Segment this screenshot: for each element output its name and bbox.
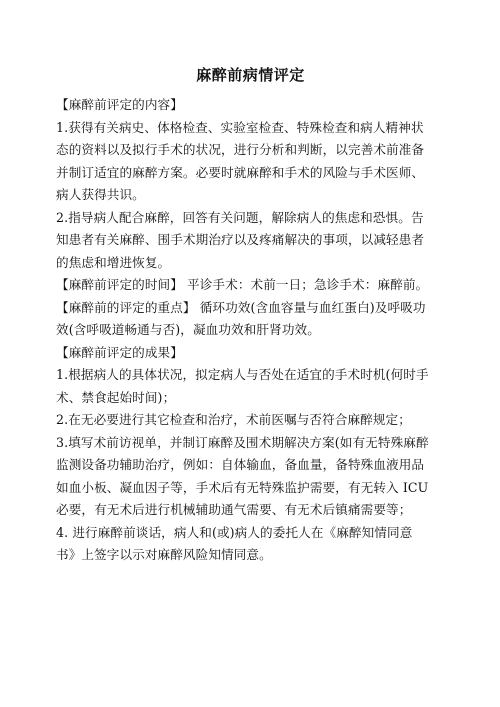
paragraph-line: 的焦虑和增进恢复。 [56, 254, 171, 270]
section-heading-results: 【麻醉前评定的成果】 [56, 344, 183, 360]
section-heading-focus: 【麻醉前的评定的重点】 循环功效(含血容量与血红蛋白)及呼吸功 [56, 299, 426, 315]
paragraph-line: 术、禁食起始时间)； [56, 389, 176, 405]
paragraph-line: 如血小板、凝血因子等，手术后有无特殊监护需要，有无转入 ICU [56, 479, 429, 495]
paragraph-line: 监测设备功辅助治疗，例如：自体输血，备血量，备特殊血液用品 [56, 457, 425, 472]
section-heading-content: 【麻醉前评定的内容】 [56, 97, 183, 112]
paragraph-line: 效(含呼吸道畅通与否)，凝血功效和肝肾功效。 [56, 322, 320, 337]
paragraph-line: 2.指导病人配合麻醉，回答有关问题，解除病人的焦虑和恐惧。告 [56, 209, 424, 225]
document-title: 麻醉前病情评定 [196, 66, 305, 84]
paragraph-line: 1.根据病人的具体状况，拟定病人与否处在适宜的手术时机(何时手 [56, 367, 429, 382]
paragraph-line: 2.在无必要进行其它检查和治疗，术前医嘱与否符合麻醉规定； [56, 412, 411, 427]
paragraph-line: 并制订适宜的麻醉方案。必要时就麻醉和手术的风险与手术医师、 [56, 164, 425, 180]
paragraph-line: 知患者有关麻醉、围手术期治疗以及疼痛解决的事项，以减轻患者 [56, 232, 425, 247]
paragraph-line: 书》上签字以示对麻醉风险知情同意。 [56, 547, 272, 562]
paragraph-line: 4. 进行麻醉前谈话，病人和(或)病人的委托人在《麻醉知情同意 [56, 524, 413, 540]
paragraph-line: 3.填写术前访视单，并制订麻醉及围术期解决方案(如有无特殊麻醉 [56, 434, 429, 450]
paragraph-line: 1.获得有关病史、体格检查、实验室检查、特殊检查和病人精神状 [56, 119, 424, 135]
paragraph-line: 病人获得共识。 [56, 187, 145, 202]
paragraph-line: 态的资料以及拟行手术的状况，进行分析和判断，以完善术前准备 [56, 142, 425, 157]
paragraph-line: 必要，有无术后进行机械辅助通气需要、有无术后镇痛需要等； [56, 502, 412, 517]
section-heading-time: 【麻醉前评定的时间】 平诊手术：术前一日；急诊手术：麻醉前。 [56, 277, 429, 292]
